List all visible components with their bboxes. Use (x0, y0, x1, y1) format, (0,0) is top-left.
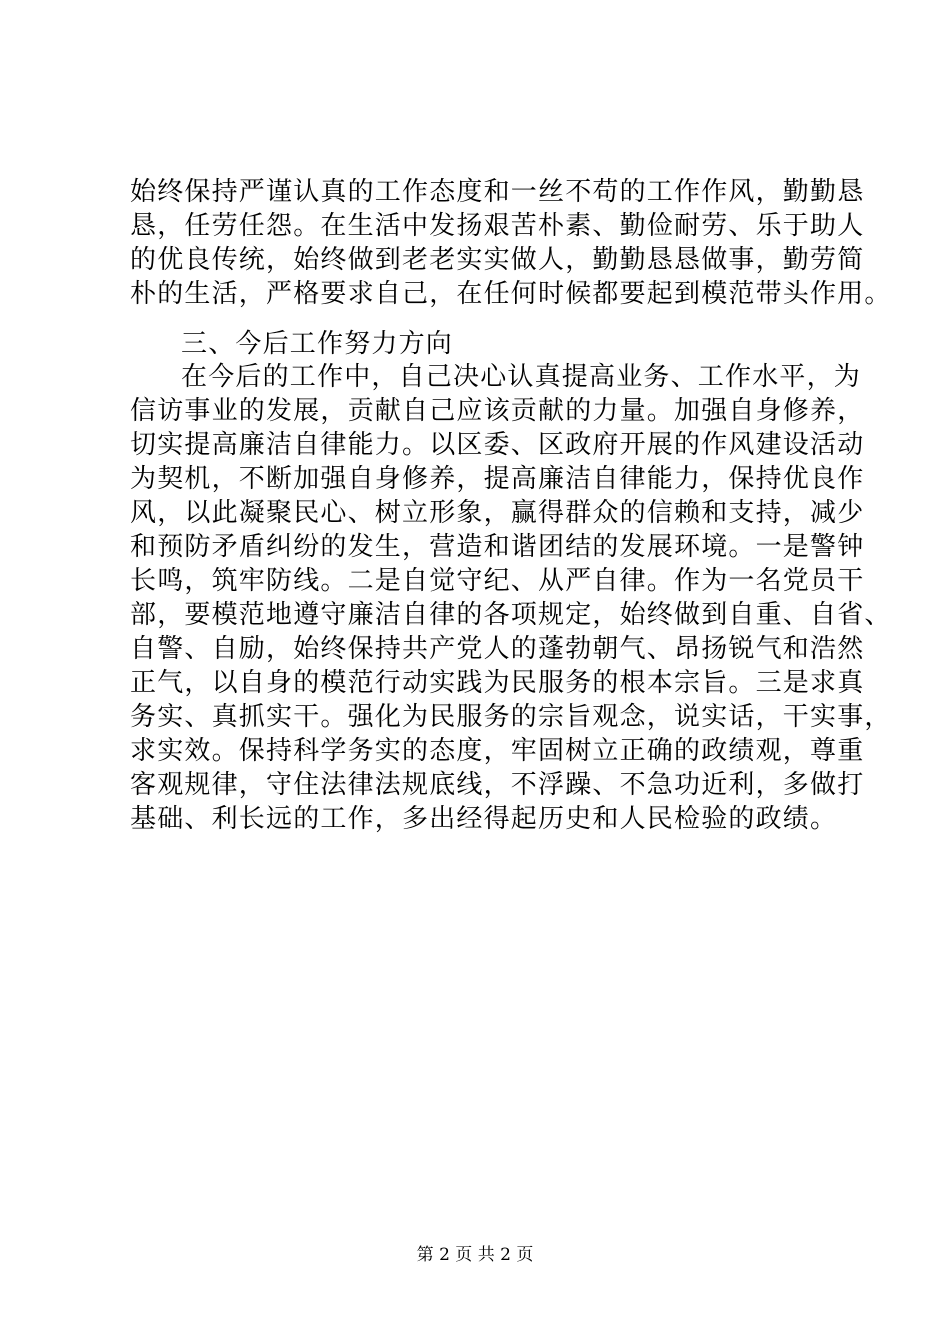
section-heading: 三、今后工作努力方向 (181, 329, 454, 359)
paragraph2-line-14: 基础、利长远的工作，多出经得起历史和人民检验的政绩。 (130, 804, 838, 834)
paragraph2-line-1: 在今后的工作中，自己决心认真提高业务、工作水平，为 (181, 362, 862, 392)
paragraph2-line-4: 为契机，不断加强自身修养，提高廉洁自律能力，保持优良作 (130, 464, 865, 494)
page-number-footer: 第 2 页 共 2 页 (416, 1245, 534, 1265)
paragraph2-line-12: 求实效。保持科学务实的态度，牢固树立正确的政绩观，尊重 (130, 736, 865, 766)
paragraph2-line-11: 务实、真抓实干。强化为民服务的宗旨观念，说实话，干实事， (130, 702, 892, 732)
paragraph1-line-2: 恳，任劳任怨。在生活中发扬艰苦朴素、勤俭耐劳、乐于助人 (130, 211, 865, 241)
paragraph2-line-3: 切实提高廉洁自律能力。以区委、区政府开展的作风建设活动 (130, 430, 865, 460)
paragraph2-line-10: 正气，以自身的模范行动实践为民服务的根本宗旨。三是求真 (130, 668, 865, 698)
paragraph2-line-2: 信访事业的发展，贡献自己应该贡献的力量。加强自身修养， (130, 396, 865, 426)
paragraph2-line-8: 部，要模范地遵守廉洁自律的各项规定，始终做到自重、自省、 (130, 600, 892, 630)
paragraph2-line-13: 客观规律，守住法律法规底线，不浮躁、不急功近利，多做打 (130, 770, 865, 800)
paragraph2-line-6: 和预防矛盾纠纷的发生，营造和谐团结的发展环境。一是警钟 (130, 532, 865, 562)
paragraph1-line-3: 的优良传统，始终做到老老实实做人，勤勤恳恳做事，勤劳简 (130, 245, 865, 275)
paragraph1-line-1: 始终保持严谨认真的工作态度和一丝不苟的工作作风，勤勤恳 (130, 177, 865, 207)
paragraph2-line-9: 自警、自励，始终保持共产党人的蓬勃朝气、昂扬锐气和浩然 (130, 634, 865, 664)
paragraph1-line-4: 朴的生活，严格要求自己，在任何时候都要起到模范带头作用。 (130, 279, 892, 309)
paragraph2-line-7: 长鸣，筑牢防线。二是自觉守纪、从严自律。作为一名党员干 (130, 566, 865, 596)
paragraph2-line-5: 风，以此凝聚民心、树立形象，赢得群众的信赖和支持，减少 (130, 498, 865, 528)
